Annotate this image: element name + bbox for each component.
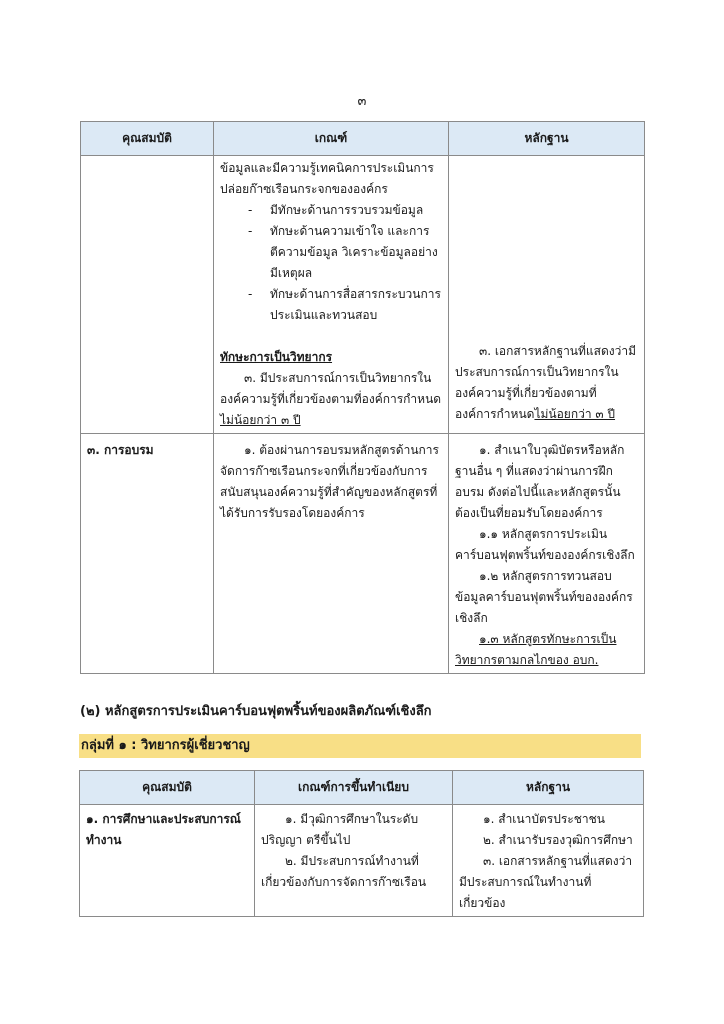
evidence-training — [449, 434, 645, 674]
header-evidence: หลักฐาน — [449, 122, 645, 156]
evidence-trainer-doc: ๓. เอกสารหลักฐานที่แสดงว่ามีประสบการณ์การเป็นวิทยากรในองค์ความรู้ที่เกี่ยวข้องตามที่องค์การกำหนด — [455, 344, 637, 421]
trainer-skill-heading: ทักษะการเป็นวิทยากร — [220, 350, 333, 364]
header-criteria: เกณฑ์ — [214, 122, 449, 156]
list-item: ๑. มีวุฒิการศึกษาในระดับปริญญา ตรีขึ้นไป — [261, 812, 419, 847]
list-item: ๑.๓ หลักสูตรทักษะการเป็นวิทยากรตามกลไกของ อบก. — [455, 632, 617, 667]
list-item: ๑. สำเนาบัตรประชาชน — [483, 812, 605, 826]
criteria-cell — [214, 156, 449, 434]
page-number: ๓ — [357, 94, 367, 109]
table-row — [81, 434, 645, 674]
criteria-intro: ข้อมูลและมีความรู้เทคนิคการประเมินการปล่อยก๊าซเรือนกระจกขององค์กร — [220, 161, 434, 196]
list-item: ๒. มีประสบการณ์ทำงานที่เกี่ยวข้องกับการจัดการก๊าซเรือน — [261, 854, 427, 889]
header-qualification: คุณสมบัติ — [80, 771, 255, 805]
evidence-cell — [449, 156, 645, 434]
qualification-training: ๓. การอบรม — [81, 434, 214, 674]
header-qualification: คุณสมบัติ — [81, 122, 214, 156]
header-evidence: หลักฐาน — [453, 771, 644, 805]
table-header-row — [80, 771, 644, 805]
list-item: - มีทักษะด้านการรวบรวมข้อมูล — [248, 203, 424, 217]
group-heading-bar: กลุ่มที่ ๑ : วิทยากรผู้เชี่ยวชาญ — [79, 734, 641, 758]
list-item: - ทักษะด้านความเข้าใจ และการตีความข้อมูล วิเคราะข้อมูลอย่างมีเหตุผล — [248, 224, 438, 280]
section-heading: (๒) หลักสูตรการประเมินคาร์บอนฟุตพริ้นท์ของผลิตภัณฑ์เชิงลึก — [80, 704, 432, 719]
table-header-row — [81, 122, 645, 156]
trainer-requirement-minimum: ไม่น้อยกว่า ๓ ปี — [220, 413, 301, 427]
list-item: ๑.๑ หลักสูตรการประเมินคาร์บอนฟุตพริ้นท์ขององค์กรเชิงลึก — [455, 527, 635, 562]
table-row — [81, 156, 645, 434]
list-item: ๑.๒ หลักสูตรการทวนสอบข้อมูลคาร์บอนฟุตพริ้นท์ขององค์กรเชิงลึก — [455, 569, 633, 625]
list-item: ๒. สำเนารับรองวุฒิการศึกษา — [483, 833, 633, 847]
criteria-training: ๑. ต้องผ่านการอบรมหลักสูตรด้านการจัดการก๊าซเรือนกระจกที่เกี่ยวข้องกับการสนับสนุนองค์ความรู้ที่สำคัญของหลักสูตรที่ได้รับการรับรองโดยองค์การ — [214, 434, 449, 674]
evidence-education — [453, 805, 644, 917]
qualification-cell-empty — [81, 156, 214, 434]
expert-trainer-table — [79, 770, 644, 917]
criteria-table-continued — [80, 121, 645, 674]
header-criteria: เกณฑ์การขึ้นทำเนียบ — [255, 771, 453, 805]
trainer-requirement: ๓. มีประสบการณ์การเป็นวิทยากรในองค์ความรู้ที่เกี่ยวข้องตามที่องค์การกำหนด — [220, 371, 442, 406]
evidence-certificate: ๑. สำเนาใบวุฒิบัตรหรือหลักฐานอื่น ๆ ที่แสดงว่าผ่านการฝึกอบรม ดังต่อไปนี้และหลักสูตรนั้นต้องเป็นที่ยอมรับโดยองค์การ — [455, 443, 625, 520]
evidence-trainer-minimum: ไม่น้อยกว่า ๓ ปี — [534, 407, 616, 421]
table-row — [80, 805, 644, 917]
qualification-education: ๑. การศึกษาและประสบการณ์ทำงาน — [80, 805, 255, 917]
list-item: ๓. เอกสารหลักฐานที่แสดงว่ามีประสบการณ์ในทำงานที่เกี่ยวข้อง — [459, 854, 633, 910]
list-item: - ทักษะด้านการสื่อสารกระบวนการประเมินและทวนสอบ — [248, 287, 441, 322]
criteria-education — [255, 805, 453, 917]
